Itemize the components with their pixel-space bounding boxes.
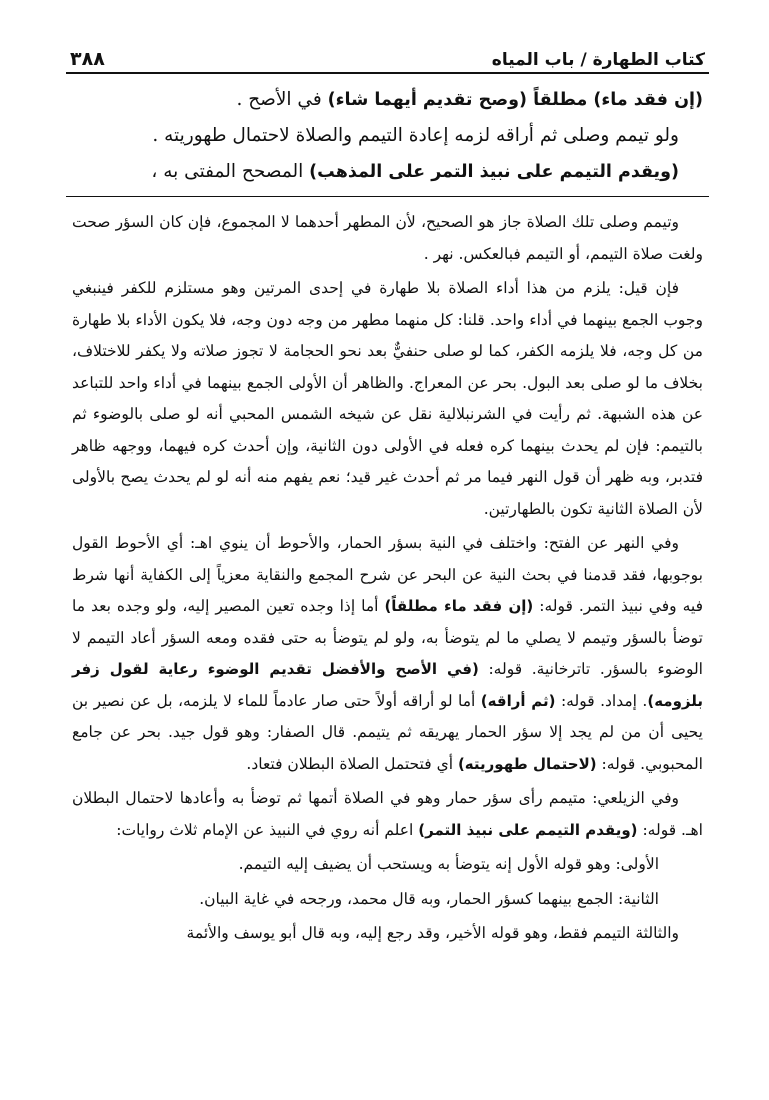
chapter-title: كتاب الطهارة / باب المياه (491, 50, 705, 70)
matn-text: في الأصح . (236, 89, 328, 110)
main-text (66, 82, 709, 190)
main-text-line-3 (72, 154, 703, 190)
narration-item: والثالثة التيمم فقط، وهو قوله الأخير، وقد رجع إليه، وبه قال أبو يوسف والأئمة (186, 924, 679, 942)
quoted-phrase: (في الأصح والأفضل تقديم الوضوء رعاية لقول زفر بلزومه) (72, 660, 703, 710)
quoted-phrase: (إن فقد ماء مطلقاً) (384, 597, 534, 615)
narration-item: الثانية: الجمع بينهما كسؤر الحمار، وبه قال محمد، ورجحه في غاية البيان. (199, 889, 659, 908)
commentary-paragraph (72, 783, 703, 846)
narration-item: الأولى: وهو قوله الأول إنه يتوضأ به ويستحب أن يضيف إليه التيمم. (238, 855, 659, 873)
matn-bold-phrase: (إن فقد ماء) مطلقاً (وصح تقديم أيهما شاء) (327, 90, 703, 110)
commentary-text: . إمداد. قوله: (555, 691, 648, 710)
matn-bold-phrase: (ويقدم التيمم على نبيذ التمر على المذهب) (309, 162, 679, 182)
quoted-phrase: (لاحتمال طهوريته) (457, 754, 597, 773)
book-page (66, 40, 709, 953)
commentary-text: وفي الزيلعي: متيمم رأى سؤر حمار وهو في الصلاة أتمها ثم توضأ به وأعادها لاحتمال البطلان اهـ. قوله: (72, 789, 703, 839)
separator-line (66, 196, 709, 197)
quoted-phrase: (ويقدم التيمم على نبيذ التمر) (418, 820, 638, 839)
main-text-line-1 (72, 82, 703, 118)
commentary-text: أما إذا وجده تعين المصير إليه، ولو وجده بعد ما توضأ بالسؤر وتيمم لا يصلي ما لم يتوضأ به، ولو لم يتوضأ به حتى فقده ومعه السؤر أعاد التيمم لا الوضوء بالسؤر. تاترخانية. قوله: (72, 597, 703, 678)
commentary-paragraph (72, 528, 703, 780)
commentary-text: أي فتحتمل الصلاة البطلان فتعاد. (246, 754, 458, 773)
quoted-phrase: (ثم أراقه) (480, 691, 556, 710)
commentary-text: اعلم أنه روي في النبيذ عن الإمام ثلاث روايات: (116, 820, 419, 839)
commentary-text: وفي النهر عن الفتح: واختلف في النية بسؤر الحمار، والأحوط أن ينوي اهـ: أي الأحوط القول بوجوبها، فقد قدمنا في بحث النية عن البحر عن شرح المجمع والنقاية معزياً إلى الكفاية أنها شرط فيه وفي نبيذ التمر. قوله: (72, 534, 703, 615)
commentary-paragraph: فإن قيل: يلزم من هذا أداء الصلاة بلا طهارة في إحدى المرتين وهو مستلزم للكفر فينبغي وجوب الجمع بينهما في أداء واحد. قلنا: كل منهما مطهر من وجه دون وجه، فلا يكون الأداء بلا طهارة من كل وجه، فلا يلزمه الكفر، كما لو صلى حنفيٌّ بعد نحو الحجامة لا تجوز صلاته ولا يكفر للاختلاف، بخلاف ما لو صلى بعد البول. بحر عن المعراج. والظاهر أن الأولى الجمع بينهما في أداء واحد للتباعد عن هذه الشبهة. ثم رأيت في الشرنبلالية نقل عن شيخه الشمس المحبي أنه لو صلى بالوضوء ثم بالتيمم: فإن لم يحدث بينهما كره فعله في الأولى دون الثانية، وإن أحدث كره فيهما، ووجهه ظاهر فتدبر، وبه ظهر أن قول النهر فيما مر ثم أحدث غير قيد؛ نعم يفهم منه أنه لو لم يحدث يصح بالأولى لأن الصلاة الثانية تكون بالطهارتين. (72, 279, 703, 518)
main-text-line-2: ولو تيمم وصلى ثم أراقه لزمه إعادة التيمم والصلاة لاحتمال طهوريته . (152, 125, 679, 146)
commentary (66, 207, 709, 950)
commentary-text: أما لو أراقه أولاً حتى صار عادماً للماء لا يلزمه، بل عن نصير بن يحيى أن من لم يجد إلا سؤر الحمار يهريقه ثم يتيمم. قال الصفار: وهو قول جيد. بحر عن جامع المحبوبي. قوله: (72, 691, 703, 773)
page-number: ٣٨٨ (70, 48, 105, 70)
running-header (66, 40, 709, 74)
matn-text: المصحح المفتى به ، (151, 161, 310, 182)
commentary-paragraph: وتيمم وصلى تلك الصلاة جاز هو الصحيح، لأن المطهر أحدهما لا المجموع، فإن كان السؤر صحت ولغت صلاة التيمم، أو التيمم فبالعكس. نهر . (72, 213, 703, 263)
